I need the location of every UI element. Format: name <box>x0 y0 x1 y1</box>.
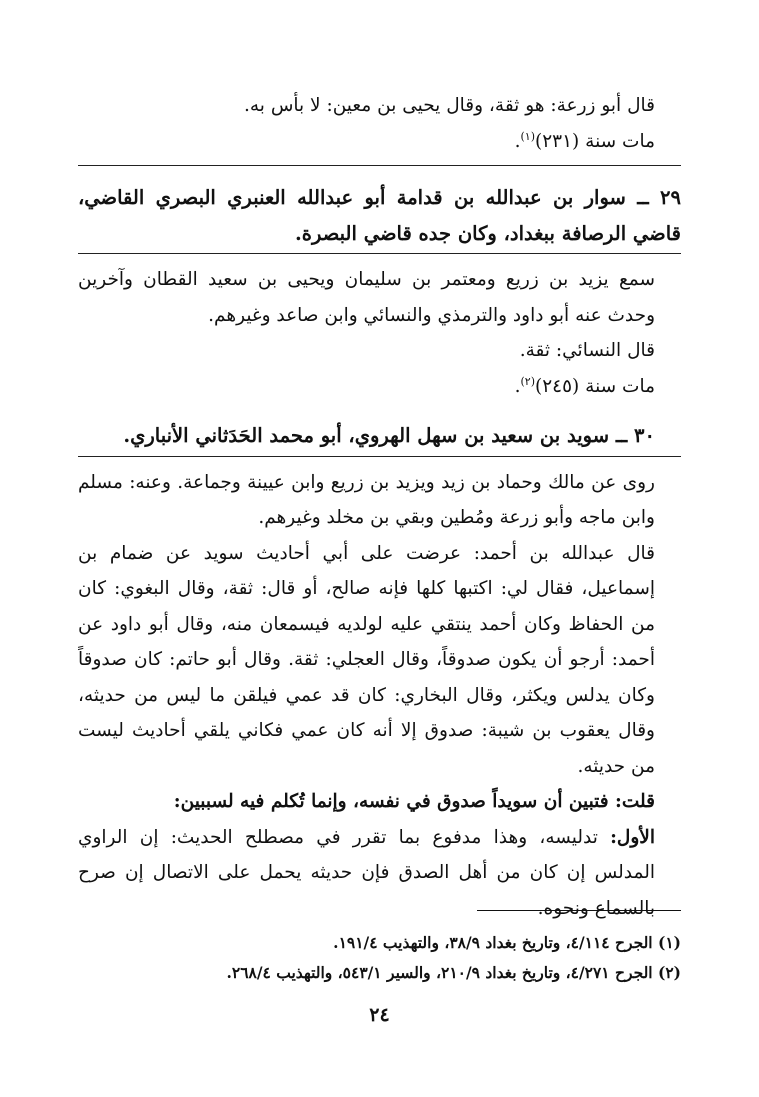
footnote-ref-2[interactable]: (٢) <box>520 374 536 388</box>
entry-29-heading: ٢٩ ــ سوار بن عبدالله بن قدامة أبو عبدالله العنبري البصري القاضي، قاضي الرصافة ببغداد، وكان جده قاضي البصرة. <box>78 186 681 245</box>
entry-29-death <box>78 369 681 405</box>
entry-separator <box>78 165 681 166</box>
death-year-text: مات سنة (٢٣١) <box>535 130 655 152</box>
footnote-divider <box>477 910 681 911</box>
footnote-1: (١) الجرح ٤/١١٤، وتاريخ بغداد ٣٨/٩، والتهذيب ١٩١/٤. <box>333 933 681 952</box>
death-year-end: . <box>514 375 521 397</box>
page-number: ٢٤ <box>369 1004 390 1026</box>
entry-30-heading: ٣٠ ــ سويد بن سعيد بن سهل الهروي، أبو محمد الحَدَثاني الأنباري. <box>123 424 655 447</box>
entry-30-criticism: قال عبدالله بن أحمد: عرضت على أبي أحاديث سويد عن ضمام بن إسماعيل، فقال لي: اكتبها كلها فإنه صالح، أو قال: ثقة، وقال البغوي: كان من الحفاظ وكان أحمد ينتقي عليه لولديه فيسمعان منه، وقال أبو داود عن أحمد: أرجو أن يكون صدوقاً، وقال العجلي: ثقة. وقال أبو حاتم: كان صدوقاً وكان يدلس ويكثر، وقال البخاري: كان قد عمي فيلقن ما ليس من حديثه، وقال يعقوب بن شيبة: صدوق إلا أنه كان عمي فكاني يلقي أحاديث ليست من حديثه. <box>78 542 655 777</box>
entry-29-narrators: سمع يزيد بن زريع ومعتمر بن سليمان ويحيى بن سعيد القطان وآخرين وحدث عنه أبو داود والترمذي والنسائي وابن صاعد وغيرهم. <box>78 269 655 326</box>
entry-separator <box>78 253 681 254</box>
entry-30-narrators: روى عن مالك وحماد بن زيد ويزيد بن زريع وابن عيينة وجماعة. وعنه: مسلم وابن ماجه وأبو زرعة ومُطين وبقي بن مخلد وغيرهم. <box>78 471 655 528</box>
line-death-231 <box>78 124 681 160</box>
first-reason-label: الأول: <box>610 826 655 848</box>
footnote-ref-1[interactable]: (١) <box>520 129 536 143</box>
death-year-text: مات سنة (٢٤٥) <box>535 375 655 397</box>
first-reason-text: تدليسه، وهذا مدفوع بما تقرر في مصطلح الحديث: إن الراوي المدلس إن كان من أهل الصدق فإن حديثه يحمل على الاتصال إن صرح بالسماع ونحوه. <box>78 826 655 919</box>
entry-30-conclusion: قلت: فتبين أن سويداً صدوق في نفسه، وإنما تُكلم فيه لسببين: <box>173 791 655 812</box>
entry-separator <box>78 456 681 457</box>
death-year-end: . <box>514 130 521 152</box>
main-text <box>78 88 681 926</box>
footnotes <box>78 928 681 988</box>
entry-29-nasai: قال النسائي: ثقة. <box>519 340 655 361</box>
footnote-2: (٢) الجرح ٤/٢٧١، وتاريخ بغداد ٢١٠/٩، والسير ٥٤٣/١، والتهذيب ٢٦٨/٤. <box>226 963 681 982</box>
line-abu-zura: قال أبو زرعة: هو ثقة، وقال يحيى بن معين: لا بأس به. <box>243 95 655 116</box>
